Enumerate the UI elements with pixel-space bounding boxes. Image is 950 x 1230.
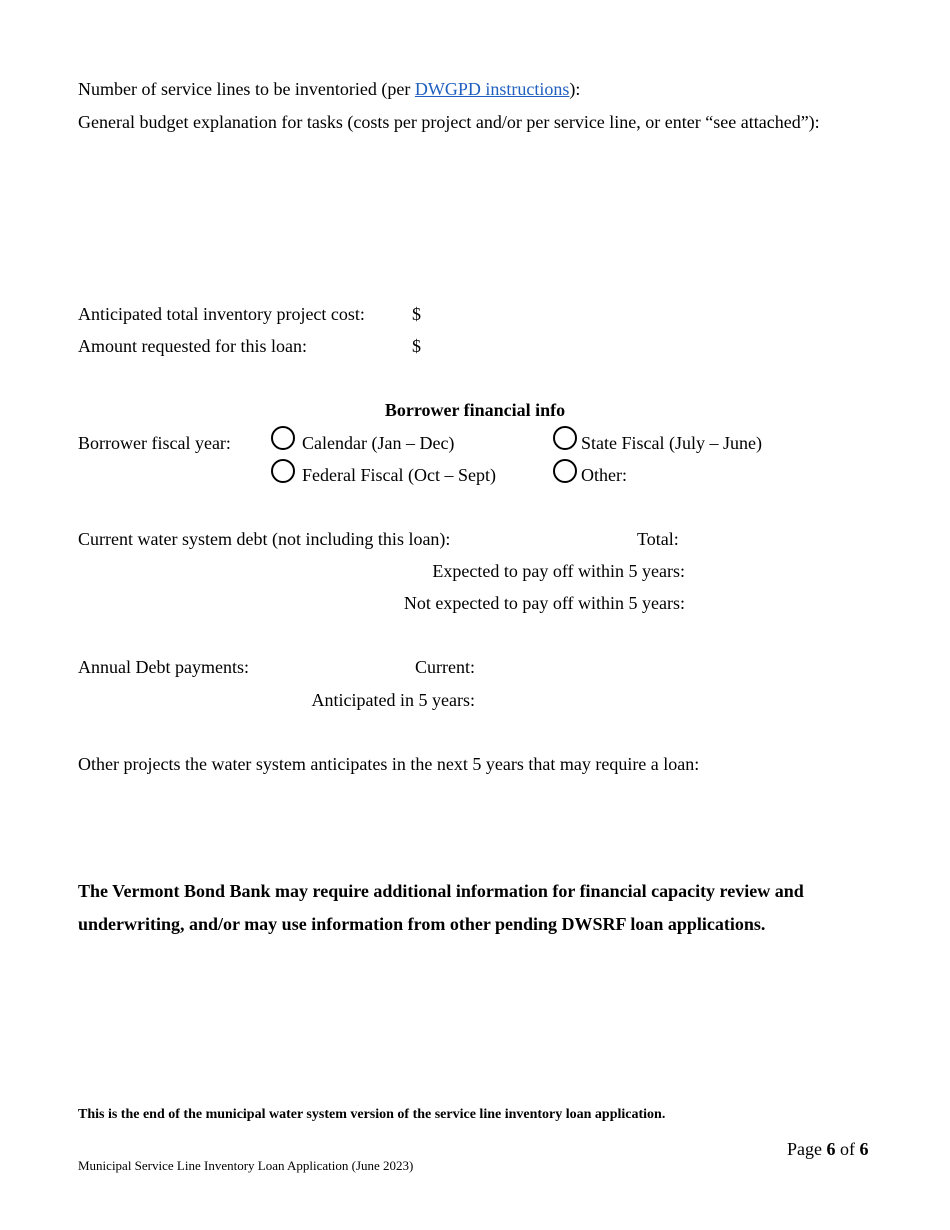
calendar-option-label: Calendar (Jan – Dec) [302, 433, 455, 453]
budget-explanation-label: General budget explanation for tasks (costs per project and/or per service line, or enter “see attached”): [78, 112, 820, 132]
other-projects-label: Other projects the water system anticipates in the next 5 years that may require a loan: [78, 754, 700, 774]
not-expected-payoff-label: Not expected to pay off within 5 years: [403, 593, 685, 613]
annual-anticipated-label: Anticipated in 5 years: [311, 690, 475, 710]
dwgpd-instructions-link[interactable]: DWGPD instructions [414, 79, 570, 99]
calendar-radio[interactable] [271, 426, 295, 450]
current-debt-label: Current water system debt (not including this loan): [78, 529, 451, 549]
financial-info-heading: Borrower financial info [384, 400, 566, 420]
federal-fiscal-option-label: Federal Fiscal (Oct – Sept) [302, 465, 496, 485]
total-cost-currency: $ [412, 304, 421, 324]
state-fiscal-option-label: State Fiscal (July – June) [581, 433, 762, 453]
footer-document-title: Municipal Service Line Inventory Loan Application (June 2023) [78, 1158, 414, 1173]
debt-total-label: Total: [637, 529, 679, 549]
other-option-label: Other: [581, 465, 627, 485]
service-lines-label: Number of service lines to be inventoried (per DWGPD instructions): [78, 79, 581, 99]
federal-fiscal-radio[interactable] [271, 459, 295, 483]
page-number: Page 6 of 6 [787, 1139, 869, 1159]
end-of-application-note: This is the end of the municipal water system version of the service line inventory loan application. [78, 1107, 666, 1122]
total-cost-label: Anticipated total inventory project cost: [78, 304, 365, 324]
other-radio[interactable] [553, 459, 577, 483]
loan-amount-currency: $ [412, 336, 421, 356]
annual-debt-label: Annual Debt payments: [78, 657, 249, 677]
loan-amount-label: Amount requested for this loan: [78, 336, 307, 356]
bond-bank-notice: The Vermont Bond Bank may require additional information for financial capacity review and underwriting, and/or may use information from other pending DWSRF loan applications. [78, 881, 804, 934]
expected-payoff-label: Expected to pay off within 5 years: [432, 561, 685, 581]
annual-current-label: Current: [415, 657, 475, 677]
fiscal-year-label: Borrower fiscal year: [78, 433, 231, 453]
state-fiscal-radio[interactable] [553, 426, 577, 450]
